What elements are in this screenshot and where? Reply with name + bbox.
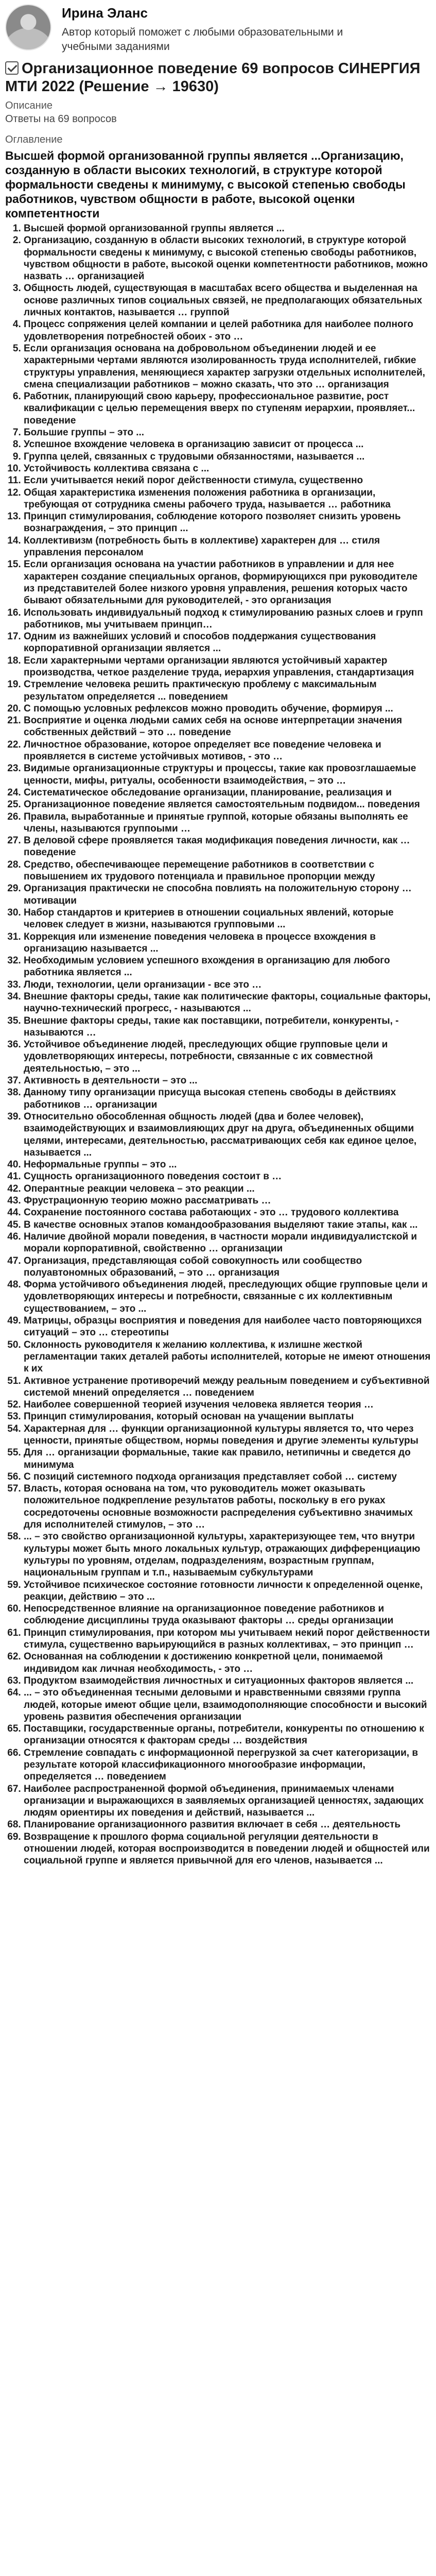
question-item: 53. Принцип стимулирования, который основан на учащении выплаты: [24, 1411, 431, 1422]
question-item: 29. Организация практически не способна повлиять на положительную сторону … мотивации: [24, 883, 431, 907]
question-item: 24. Систематическое обследование организации, планирование, реализация и: [24, 787, 431, 799]
question-item: 48. Форма устойчивого объединения людей, преследующих общие групповые цели и удовлетворяющих интересы и потребности, связанные с их коллективным существованием, – это ...: [24, 1279, 431, 1315]
author-name[interactable]: Ирина Эланс: [62, 5, 148, 21]
question-item: 52. Наиболее совершенной теорией изучения человека является теория …: [24, 1399, 431, 1411]
question-item: 5. Если организация основана на добровольном объединении людей и ее характерными чертами являются изолированность труда исполнителей, гибкие структуры управления, меняющиеся характер загрузки отдельных исполнителей, смена специализации работников – можно сказать, что это … организация: [24, 343, 431, 391]
question-item: 60. Непосредственное влияние на организационное поведение работников и соблюдение дисциплины труда оказывают факторы … среды организации: [24, 1603, 431, 1627]
description-text: Ответы на 69 вопросов: [5, 113, 117, 125]
question-item: 28. Средство, обеспечивающее перемещение работников в соответствии с повышением их трудового потенциала и правильное пропорции между: [24, 859, 431, 883]
question-item: 61. Принцип стимулирования, при котором мы учитываем некий порог действенности стимула, существенно варьирующийся в разных коллективах, – это принцип …: [24, 1627, 431, 1651]
question-item: 11. Если учитывается некий порог действенности стимула, существенно: [24, 474, 431, 486]
question-item: 16. Использовать индивидуальный подход к стимулированию разных слоев и групп работников, мы учитываем принцип…: [24, 607, 431, 631]
question-item: 23. Видимые организационные структуры и процессы, такие как провозглашаемые ценности, мифы, ритуалы, особенности взаимодействия, – это …: [24, 762, 431, 787]
question-item: 69. Возвращение к прошлого форма социальной регуляции деятельности в отношении людей, которая воспроизводится в поведении людей и общностей или социальной группе и является привычной для его членов, называется ...: [24, 1831, 431, 1867]
description-label: Описание: [5, 100, 53, 111]
author-avatar[interactable]: [5, 4, 51, 50]
question-item: 33. Люди, технологии, цели организации - все это …: [24, 979, 431, 991]
question-item: 43. Фрустрационную теорию можно рассматривать …: [24, 1195, 431, 1207]
question-item: 2. Организацию, созданную в области высоких технологий, в структуре которой формальности сведены к минимуму, с высокой степенью свободы работников, чувством общности в работе, высокой оценки компетентности работников, можно назвать … организацией: [24, 234, 431, 282]
question-item: 41. Сущность организационного поведения состоит в …: [24, 1171, 431, 1182]
question-item: 65. Поставщики, государственные органы, потребители, конкуренты по отношению к организации относятся к факторам среды … воздействия: [24, 1723, 431, 1747]
question-item: 62. Основанная на соблюдении к достижению конкретной цели, понимаемой индивидом как личная необходимость, - это …: [24, 1651, 431, 1675]
question-item: 49. Матрицы, образцы восприятия и поведения для наиболее часто повторяющихся ситуаций – это … стереотипы: [24, 1315, 431, 1339]
question-item: 68. Планирование организационного развития включает в себя … деятельность: [24, 1819, 431, 1831]
question-item: 19. Стремление человека решить практическую проблему с максимальным результатом определяется ... поведением: [24, 679, 431, 703]
question-item: 21. Восприятие и оценка людьми самих себя на основе интерпретации значения собственных действий – это … поведение: [24, 715, 431, 739]
question-item: 32. Необходимым условием успешного вхождения в организацию для любого работника является ...: [24, 955, 431, 979]
question-item: 6. Работник, планирующий свою карьеру, профессиональное развитие, рост квалификации с целью перемещения вверх по ступеням иерархии, проявляет... поведение: [24, 391, 431, 427]
question-item: 15. Если организация основана на участии работников в управлении и для нее характерен создание специальных органов, формирующихся при руководителе из представителей более низкого уровня управления, решения которых часто бывают обязательными для руководителей, - это организация: [24, 558, 431, 606]
question-item: 55. Для … организации формальные, такие как правило, нетипичны и сведется до минимума: [24, 1447, 431, 1471]
question-item: 58. ... – это свойство организационной культуры, характеризующее тем, что внутри культуры может быть много локальных культур, отражающих дифференциацию культуры по уровням, отделам, подразделениям, возрастным группам, национальным группам и т.п., называемым субкультурами: [24, 1531, 431, 1579]
question-item: 37. Активность в деятельности – это ...: [24, 1075, 431, 1087]
question-item: 31. Коррекция или изменение поведения человека в процессе вхождения в организацию называется ...: [24, 931, 431, 955]
question-item: 36. Устойчивое объединение людей, преследующих общие групповые цели и удовлетворяющих интересы, потребности, связанные с их совместной деятельностью, – это ...: [24, 1039, 431, 1075]
questions-list: [5, 223, 431, 1867]
question-item: 51. Активное устранение противоречий между реальным поведением и субъективной системой мнений определяется … поведением: [24, 1375, 431, 1399]
checkbox-checked-icon: [5, 61, 19, 75]
question-item: 8. Успешное вхождение человека в организацию зависит от процесса ...: [24, 438, 431, 450]
question-item: 42. Оперантные реакции человека – это реакции ...: [24, 1183, 431, 1195]
question-item: 25. Организационное поведение является самостоятельным подвидом... поведения: [24, 799, 431, 810]
question-item: 50. Склонность руководителя к желанию коллектива, к излишне жесткой регламентации таких деталей работы исполнителей, которые не имеют отношения к их: [24, 1339, 431, 1375]
question-item: 63. Продуктом взаимодействия личностных и ситуационных факторов является ...: [24, 1675, 431, 1687]
question-item: 35. Внешние факторы среды, такие как поставщики, потребители, конкуренты, - называются …: [24, 1015, 431, 1039]
question-item: 30. Набор стандартов и критериев в отношении социальных явлений, которые человек следует в жизни, называются групповыми ...: [24, 907, 431, 931]
question-item: 34. Внешние факторы среды, такие как политические факторы, социальные факторы, научно-технический прогресс, - называются ...: [24, 991, 431, 1015]
question-item: 18. Если характерными чертами организации являются устойчивый характер производства, четкое разделение труда, иерархия управления, стандартизация: [24, 655, 431, 679]
question-item: 57. Власть, которая основана на том, что руководитель может оказывать положительное подкрепление результатов работы, поскольку в его руках сосредоточены основные возможности распределения субъективно значимых для исполнителей стимулов, – это …: [24, 1483, 431, 1531]
question-item: 1. Высшей формой организованной группы является ...: [24, 223, 431, 234]
toc-label: Оглавление: [5, 134, 63, 145]
toc-heading: Высшей формой организованной группы является ...Организацию, созданную в области высоких технологий, в структуре которой формальности сведены к минимуму, с высокой степенью свободы работников, чувством общности в работе, высокой оценки компетентности: [5, 149, 406, 220]
question-item: 10. Устойчивость коллектива связана с ...: [24, 463, 431, 474]
question-item: 40. Неформальные группы – это ...: [24, 1159, 431, 1171]
question-item: 3. Общность людей, существующая в масштабах всего общества и выделенная на основе различных типов социальных связей, не предполагающих обязательных личных контактов, называется … группой: [24, 282, 431, 318]
question-item: 14. Коллективизм (потребность быть в коллективе) характерен для … стиля управления персоналом: [24, 535, 431, 559]
question-item: 39. Относительно обособленная общность людей (два и более человек), взаимодействующих и взаимовлияющих друг на друга, объединенных общими целями, интересами, деятельностью, рассматривающих себя как единое целое, называется ...: [24, 1111, 431, 1159]
question-item: 56. С позиций системного подхода организация представляет собой … систему: [24, 1471, 431, 1483]
author-info: [62, 4, 350, 54]
question-item: 54. Характерная для … функции организационной культуры является то, что через ценности, принятые обществом, нормы поведения и другие элементы культуры: [24, 1423, 431, 1447]
question-item: 7. Большие группы – это ...: [24, 427, 431, 438]
page-title-text: Организационное поведение 69 вопросов СИНЕРГИЯ МТИ 2022 (Решение → 19630): [5, 60, 421, 95]
question-item: 26. Правила, выработанные и принятые группой, которые обязаны выполнять ее члены, называются группоыми …: [24, 811, 431, 835]
author-description: Автор который поможет с любыми образовательными и учебными заданиями: [62, 26, 343, 53]
question-item: 12. Общая характеристика изменения положения работника в организации, требующая от сотрудника смены рабочего труда, называется … работника: [24, 487, 431, 511]
question-item: 4. Процесс сопряжения целей компании и целей работника для наиболее полного удовлетворения потребностей обоих - это …: [24, 318, 431, 343]
question-item: 45. В качестве основных этапов командообразования выделяют такие этапы, как ...: [24, 1219, 431, 1231]
question-item: 64. ... – это объединенная тесными деловыми и нравственными связями группа людей, которые имеют общие цели, взаимодополняющие способности и высокий уровень развития обеспечения организации: [24, 1687, 431, 1723]
question-item: 22. Личностное образование, которое определяет все поведение человека и проявляется в системе устойчивых мотивов, - это …: [24, 739, 431, 763]
question-item: 13. Принцип стимулирования, соблюдение которого позволяет снизить уровень вознаграждения, – это принцип ...: [24, 511, 431, 535]
question-item: 46. Наличие двойной морали поведения, в частности морали индивидуалистской и морали корпоративной, свойственно … организации: [24, 1231, 431, 1255]
question-item: 20. С помощью условных рефлексов можно проводить обучение, формируя ...: [24, 703, 431, 715]
page-title: [5, 60, 431, 96]
question-item: 44. Сохранение постоянного состава работающих - это … трудового коллектива: [24, 1207, 431, 1218]
question-item: 38. Данному типу организации присуща высокая степень свободы в действиях работников … организации: [24, 1087, 431, 1111]
question-item: 9. Группа целей, связанных с трудовыми обязанностями, называется ...: [24, 451, 431, 463]
question-item: 59. Устойчивое психическое состояние готовности личности к определенной оценке, реакции, действию – это ...: [24, 1579, 431, 1603]
question-item: 27. В деловой сфере проявляется такая модификация поведения личности, как … поведение: [24, 835, 431, 859]
question-item: 66. Стремление совпадать с информационной перегрузкой за счет категоризации, в результате которой классификационного многообразие информации, определяется … поведением: [24, 1747, 431, 1783]
question-item: 67. Наиболее распространенной формой объединения, принимаемых членами организации и выражающихся в заявляемых организацией ценностях, задающих людям ориентиры их поведения и действий, называется ...: [24, 1783, 431, 1819]
question-item: 17. Одним из важнейших условий и способов поддержания существования корпоративной организации является ...: [24, 631, 431, 655]
question-item: 47. Организация, представляющая собой совокупность или сообщество полуавтономных образований, – это … организация: [24, 1255, 431, 1279]
author-card: [5, 4, 431, 58]
